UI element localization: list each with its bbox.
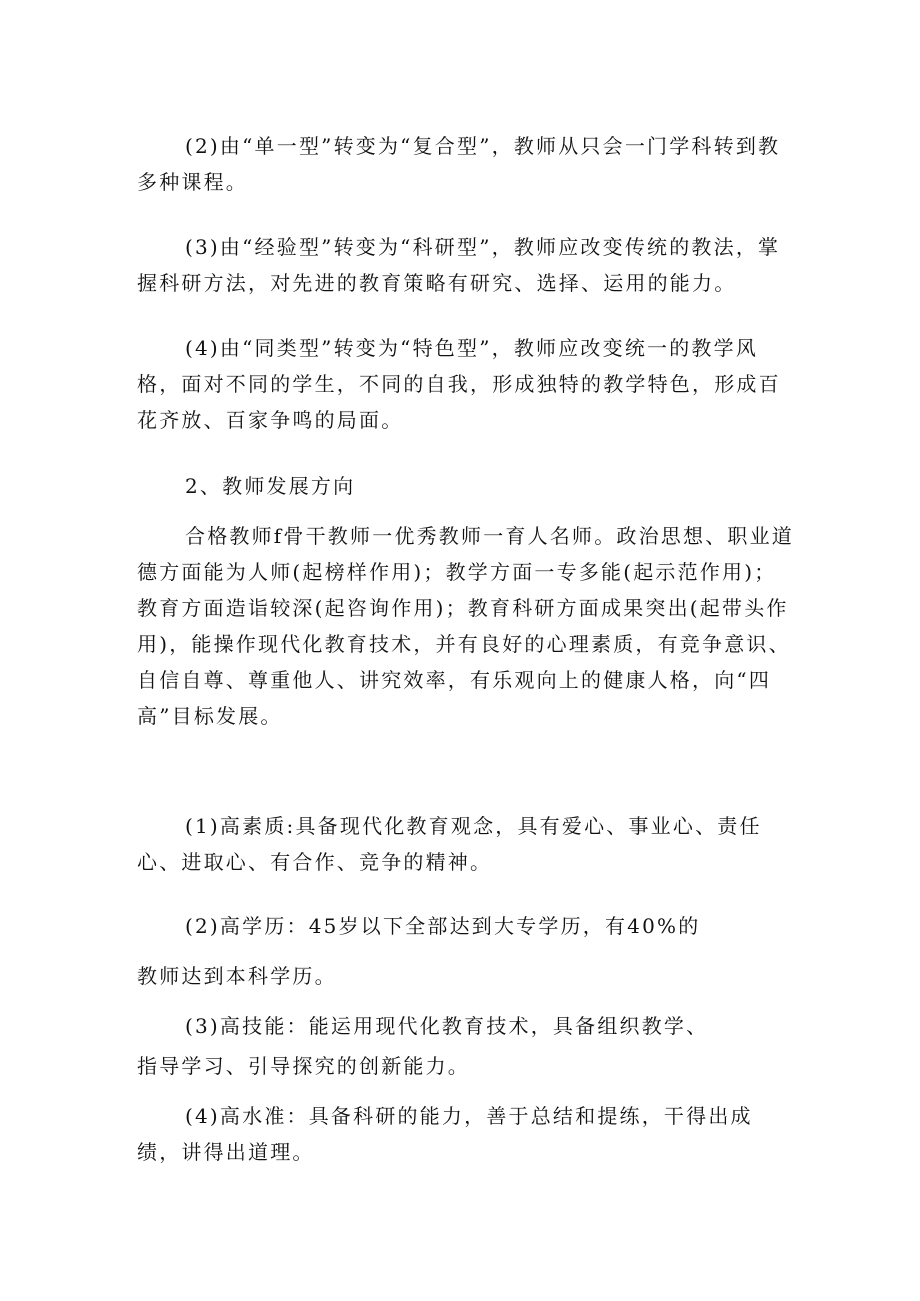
paragraph-transition-research: (3)由“经验型”转变为“科研型”，教师应改变传统的教法，掌握科研方法，对先进的教育策略有研究、选择、运用的能力。	[137, 235, 781, 295]
paragraph-transition-composite: (2)由“单一型”转变为“复合型”，教师从只会一门学科转到教多种课程。	[137, 134, 781, 194]
paragraph-high-skill-line2: 指导学习、引导探究的创新能力。	[137, 1054, 470, 1078]
section-heading-development-direction: 2、教师发展方向	[185, 474, 356, 498]
paragraph-development-path: 合格教师f骨干教师一优秀教师一育人名师。政治思想、职业道德方面能为人师(起榜样作用)；教学方面一专多能(起示范作用)；教育方面造诣较深(起咨询作用)；教育科研方面成果突出(起带头作用)，能操作现代化教育技术，并有良好的心理素质，有竞争意识、自信自尊、尊重他人、讲究效率，有乐观向上的健康人格，向“四高”目标发展。	[137, 524, 795, 728]
paragraph-high-education-line1: (2)高学历：45岁以下全部达到大专学历，有40%的	[185, 914, 701, 938]
paragraph-high-skill-line1: (3)高技能：能运用现代化教育技术，具备组织教学、	[185, 1014, 709, 1038]
paragraph-high-education-line2: 教师达到本科学历。	[137, 964, 337, 988]
paragraph-transition-distinctive: (4)由“同类型”转变为“特色型”，教师应改变统一的教学风格，面对不同的学生，不同的自我，形成独特的教学特色，形成百花齐放、百家争鸣的局面。	[137, 336, 781, 432]
paragraph-high-standard: (4)高水准：具备科研的能力，善于总结和提练，干得出成绩，讲得出道理。	[137, 1104, 753, 1164]
paragraph-high-quality: (1)高素质:具备现代化教育观念，具有爱心、事业心、责任心、进取心、有合作、竞争的精神。	[137, 814, 762, 874]
